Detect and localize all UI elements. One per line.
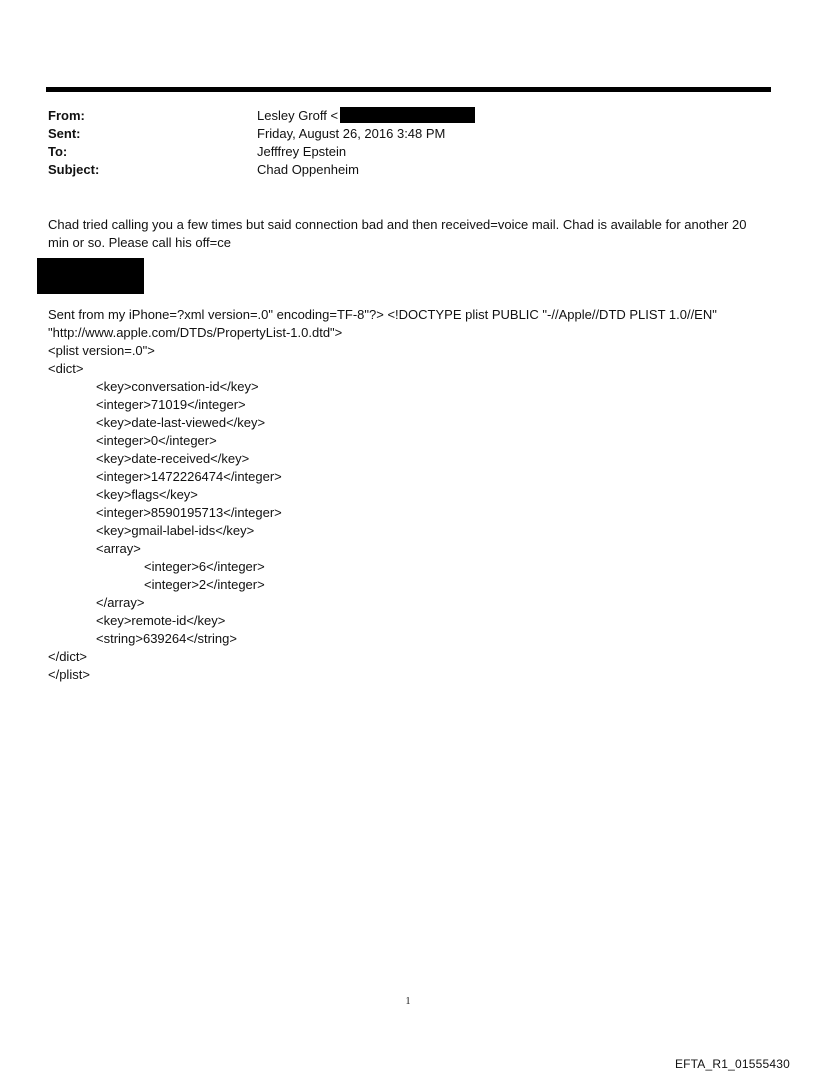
header-rule: [46, 87, 771, 92]
xml-line: </dict>: [48, 649, 88, 664]
xml-line: <key>date-received</key>: [96, 451, 250, 466]
xml-line: "http://www.apple.com/DTDs/PropertyList-1.0.dtd">: [48, 325, 343, 340]
to-value: Jefffrey Epstein: [257, 144, 347, 159]
xml-line: <integer>6</integer>: [144, 559, 265, 574]
xml-line: <plist version=.0">: [48, 343, 155, 358]
xml-line: <string>639264</string>: [96, 631, 237, 646]
xml-line: Sent from my iPhone=?xml version=.0" encoding=TF-8"?> <!DOCTYPE plist PUBLIC "-//Apple//DTD PLIST 1.0//EN": [48, 307, 717, 322]
plist-block: [48, 306, 768, 684]
xml-line: <integer>8590195713</integer>: [96, 505, 282, 520]
sent-label: Sent:: [48, 126, 81, 141]
subject-label: Subject:: [48, 162, 100, 177]
xml-line: <dict>: [48, 361, 84, 376]
xml-line: <key>gmail-label-ids</key>: [96, 523, 255, 538]
xml-line: </plist>: [48, 667, 90, 682]
page-number: 1: [405, 996, 411, 1007]
xml-line: <array>: [96, 541, 141, 556]
bates-number: EFTA_R1_01555430: [674, 1057, 790, 1071]
redaction-bar: [340, 107, 475, 123]
xml-line: <integer>71019</integer>: [96, 397, 246, 412]
xml-line: </array>: [96, 595, 145, 610]
from-label: From:: [48, 108, 85, 123]
xml-line: <key>remote-id</key>: [96, 613, 226, 628]
email-body: Chad tried calling you a few times but said connection bad and then received=voice mail. Chad is available for another 20 min or so. Please call his off=ce: [48, 217, 747, 250]
subject-value: Chad Oppenheim: [257, 162, 359, 177]
xml-line: <integer>0</integer>: [96, 433, 217, 448]
to-label: To:: [48, 144, 68, 159]
redaction-block: [37, 258, 144, 294]
xml-line: <integer>1472226474</integer>: [96, 469, 282, 484]
from-value: [257, 107, 475, 125]
xml-line: <integer>2</integer>: [144, 577, 265, 592]
xml-line: <key>date-last-viewed</key>: [96, 415, 266, 430]
sent-value: Friday, August 26, 2016 3:48 PM: [257, 126, 446, 141]
xml-line: <key>conversation-id</key>: [96, 379, 259, 394]
xml-line: <key>flags</key>: [96, 487, 198, 502]
from-name: Lesley Groff <: [257, 108, 339, 123]
